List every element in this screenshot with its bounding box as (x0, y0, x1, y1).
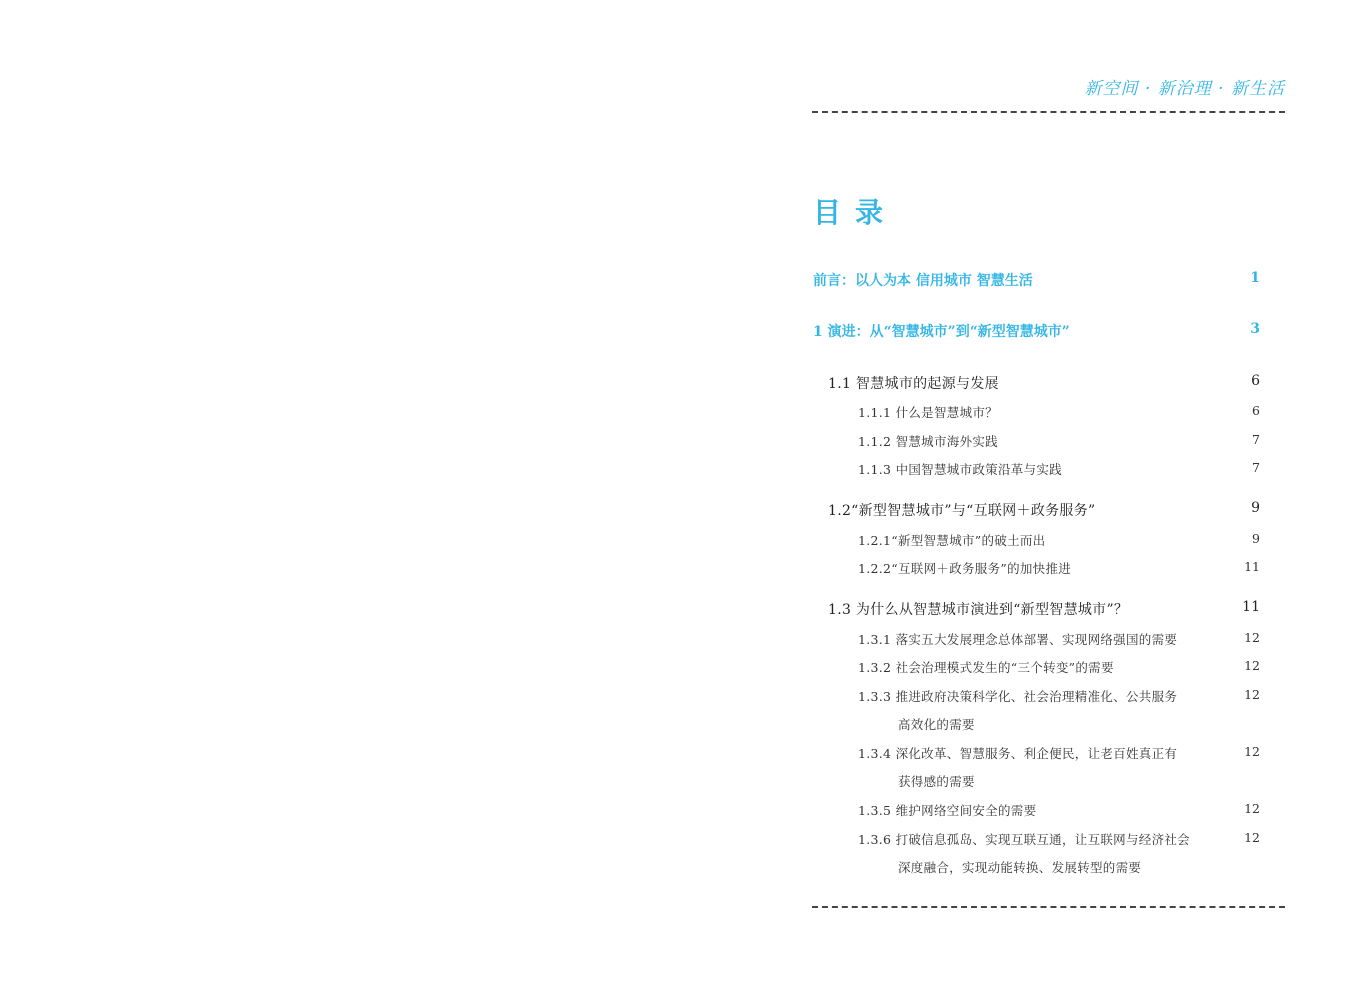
toc-page-1-1-3: 7 (1252, 460, 1260, 475)
toc-page-1-1-1: 6 (1252, 403, 1260, 418)
toc-entry-1-2-2[interactable]: 1.2.2“互联网＋政务服务”的加快推进 (858, 561, 1072, 576)
toc-page-chapter-1: 3 (1250, 321, 1260, 337)
toc-entry-1-3-3[interactable]: 1.3.3 推进政府决策科学化、社会治理精准化、公共服务 (858, 689, 1178, 704)
toc-title: 目录 (813, 196, 898, 229)
toc-entry-1-2[interactable]: 1.2“新型智慧城市”与“互联网＋政务服务” (828, 503, 1096, 519)
bottom-divider (812, 906, 1285, 908)
toc-entry-1-1-2[interactable]: 1.1.2 智慧城市海外实践 (858, 434, 998, 449)
toc-page-1-2-2: 11 (1244, 559, 1260, 574)
toc-entry-1-3-4-continued[interactable]: 获得感的需要 (898, 774, 975, 789)
toc-page-1-3-3: 12 (1244, 687, 1260, 702)
toc-entry-1-3[interactable]: 1.3 为什么从智慧城市演进到“新型智慧城市”？ (828, 602, 1129, 618)
toc-entry-chapter-1[interactable]: 1 演进：从“智慧城市”到“新型智慧城市” (813, 324, 1070, 340)
toc-page-1-3-5: 12 (1244, 801, 1260, 816)
toc-entry-1-1[interactable]: 1.1 智慧城市的起源与发展 (828, 376, 999, 392)
toc-page-1-3: 11 (1242, 599, 1260, 615)
header-slogan: 新空间 · 新治理 · 新生活 (1084, 79, 1285, 99)
toc-page-1-2: 9 (1251, 500, 1260, 516)
toc-entry-preface[interactable]: 前言：以人为本 信用城市 智慧生活 (813, 273, 1033, 289)
toc-entry-1-1-3[interactable]: 1.1.3 中国智慧城市政策沿革与实践 (858, 462, 1062, 477)
top-divider (812, 111, 1285, 113)
toc-page-1-1: 6 (1251, 373, 1260, 389)
toc-entry-1-3-6-continued[interactable]: 深度融合，实现动能转换、发展转型的需要 (898, 860, 1142, 875)
toc-page-1-1-2: 7 (1252, 432, 1260, 447)
toc-page-1-3-1: 12 (1244, 630, 1260, 645)
toc-entry-1-3-6[interactable]: 1.3.6 打破信息孤岛、实现互联互通，让互联网与经济社会 (858, 832, 1190, 847)
toc-page-1-3-6: 12 (1244, 830, 1260, 845)
toc-page-1-2-1: 9 (1252, 531, 1260, 546)
toc-page-preface: 1 (1250, 270, 1260, 286)
toc-entry-1-1-1[interactable]: 1.1.1 什么是智慧城市？ (858, 405, 998, 420)
toc-entry-1-3-5[interactable]: 1.3.5 维护网络空间安全的需要 (858, 803, 1037, 818)
toc-entry-1-3-3-continued[interactable]: 高效化的需要 (898, 717, 975, 732)
toc-page-1-3-4: 12 (1244, 744, 1260, 759)
toc-entry-1-3-4[interactable]: 1.3.4 深化改革、智慧服务、利企便民，让老百姓真正有 (858, 746, 1178, 761)
toc-entry-1-3-2[interactable]: 1.3.2 社会治理模式发生的“三个转变”的需要 (858, 660, 1114, 675)
toc-page-1-3-2: 12 (1244, 658, 1260, 673)
toc-entry-1-2-1[interactable]: 1.2.1“新型智慧城市”的破土而出 (858, 533, 1046, 548)
toc-entry-1-3-1[interactable]: 1.3.1 落实五大发展理念总体部署、实现网络强国的需要 (858, 632, 1178, 647)
